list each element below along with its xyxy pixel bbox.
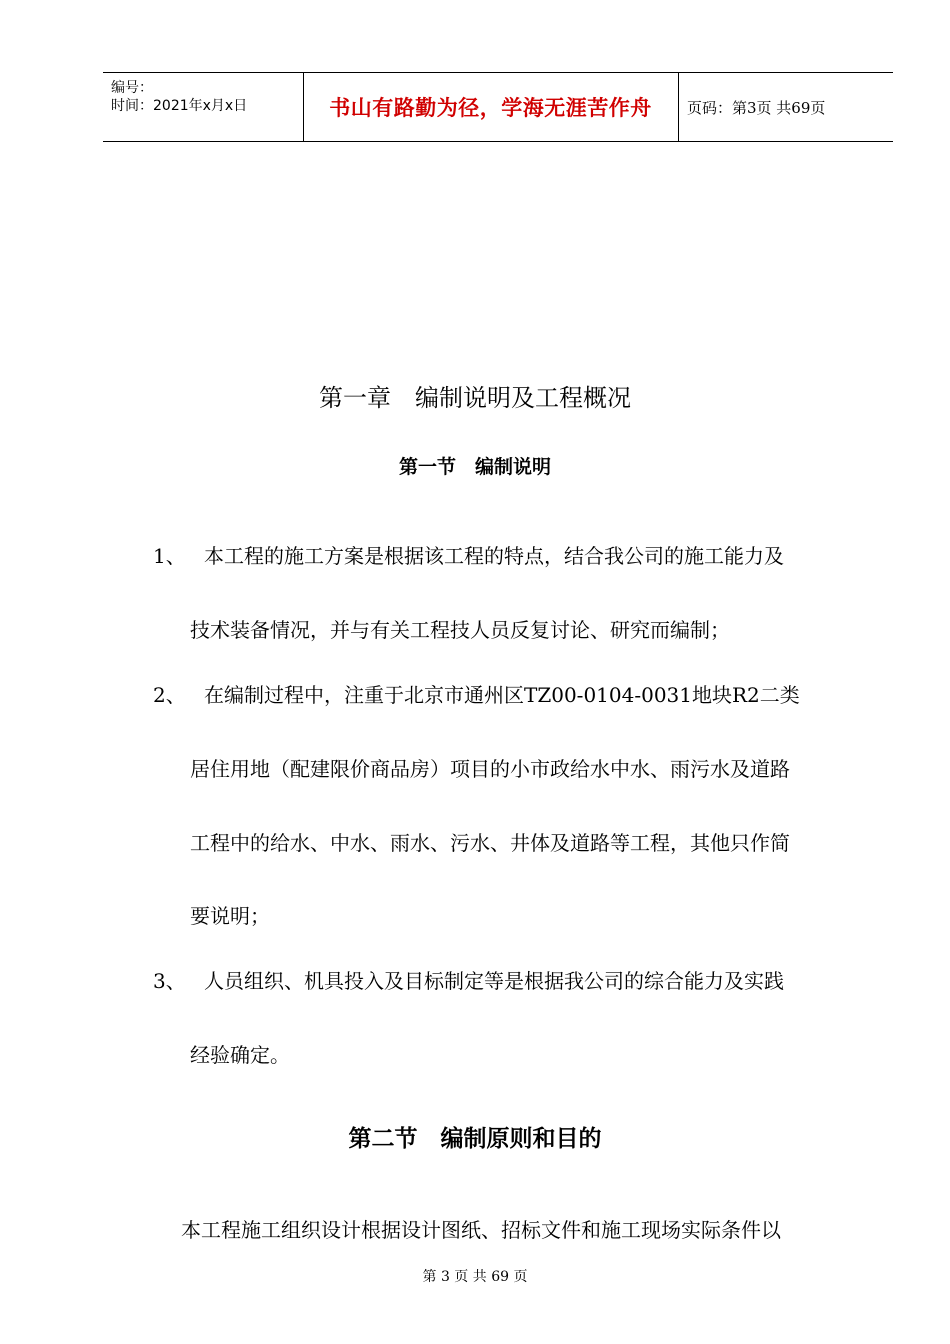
chapter-title: 第一章 编制说明及工程概况 xyxy=(319,384,631,412)
document-date-label: 时间：2021年x月x日 xyxy=(111,98,248,114)
item-2-line-3: 工程中的给水、中水、雨水、污水、井体及道路等工程，其他只作简 xyxy=(190,831,790,855)
item-2-line-1: 在编制过程中，注重于北京市通州区TZ00-0104-0031地块R2二类 xyxy=(204,683,800,707)
header-motto-cell xyxy=(303,73,679,141)
header-meta-cell xyxy=(103,73,304,141)
section-2-paragraph: 本工程施工组织设计根据设计图纸、招标文件和施工现场实际条件以 xyxy=(181,1218,781,1242)
item-3-line-2: 经验确定。 xyxy=(190,1043,290,1067)
section-2-title: 第二节 编制原则和目的 xyxy=(348,1126,602,1152)
page-footer: 第 3 页 共 69 页 xyxy=(422,1269,528,1285)
item-1-line-1: 本工程的施工方案是根据该工程的特点，结合我公司的施工能力及 xyxy=(204,544,784,568)
header-page-cell xyxy=(678,73,893,141)
item-1-line-2: 技术装备情况，并与有关工程技人员反复讨论、研究而编制； xyxy=(190,618,730,642)
item-3-number: 3、 xyxy=(153,969,186,993)
header-page-number: 页码：第3页 共69页 xyxy=(687,98,826,117)
item-3-line-1: 人员组织、机具投入及目标制定等是根据我公司的综合能力及实践 xyxy=(204,969,784,993)
header-motto: 书山有路勤为径，学海无涯苦作舟 xyxy=(329,96,652,120)
section-1-title: 第一节 编制说明 xyxy=(398,456,551,478)
item-1-number: 1、 xyxy=(153,544,186,568)
item-2-line-4: 要说明； xyxy=(190,904,270,928)
item-2-line-2: 居住用地（配建限价商品房）项目的小市政给水中水、雨污水及道路 xyxy=(190,757,790,781)
document-number-label: 编号： xyxy=(111,80,153,96)
page-header xyxy=(103,72,893,142)
item-2-number: 2、 xyxy=(153,683,186,707)
